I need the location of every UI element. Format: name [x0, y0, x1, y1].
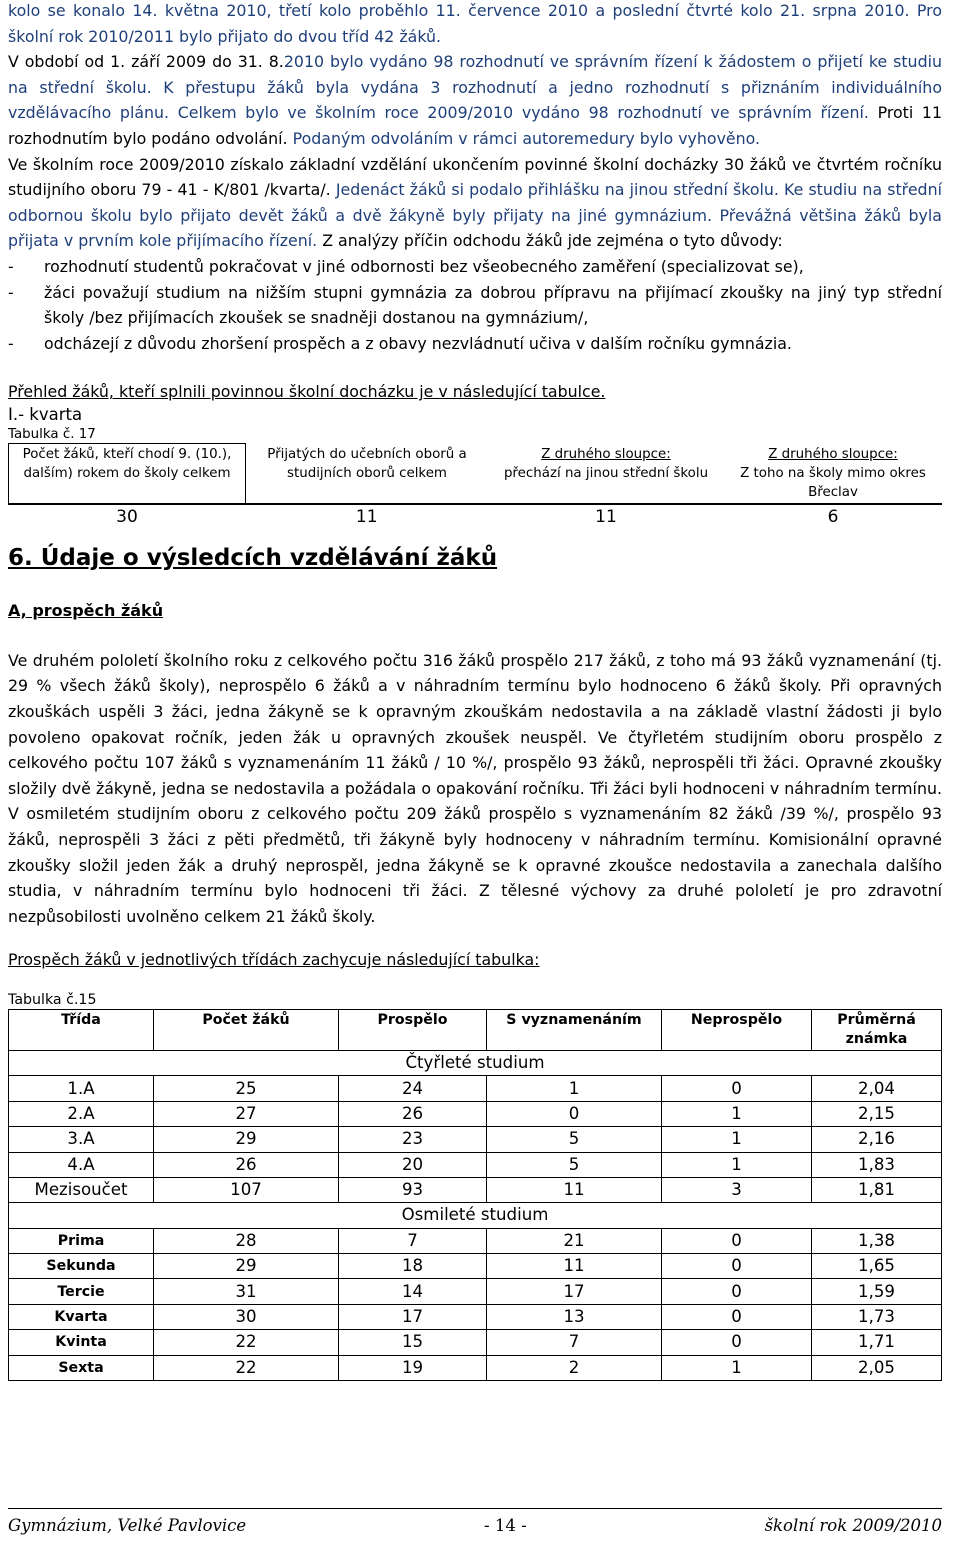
reason-item [8, 280, 942, 331]
table15-header-cell: Průměrná známka [812, 1009, 942, 1050]
p2-sentence-1: Ve školním roce 2009/2010 získalo základní vzdělání ukončením povinné školní docházky 30 žáků ve čtvrtém ročníku studijního oboru 79 - 41 - K/801 /kvarta/. [8, 154, 942, 200]
table-row [9, 1279, 942, 1304]
table-row [9, 1228, 942, 1253]
document-page [8, 0, 942, 1381]
table-cell: 30 [154, 1304, 339, 1329]
table-15 [8, 1009, 942, 1381]
table-cell: 7 [339, 1228, 487, 1253]
table17-header-text: přechází na jinou střední školu [503, 465, 709, 481]
table-cell: 22 [154, 1355, 339, 1380]
table15-intro: Prospěch žáků v jednotlivých třídách zachycuje následující tabulka: [8, 950, 540, 970]
intro-transfer: K přestupu žáků byla vydána 3 rozhodnutí a jedno rozhodnutí s přiznáním individuálního vzdělávacího plánu. [8, 77, 942, 123]
table-cell: 26 [154, 1152, 339, 1177]
table-row [9, 1304, 942, 1329]
class-name-cell: Mezisoučet [9, 1177, 154, 1202]
table-row [9, 1177, 942, 1202]
table17-header-cell [488, 444, 724, 504]
table-cell: 11 [487, 1254, 662, 1279]
table-cell: 18 [339, 1254, 487, 1279]
table17-value: 6 [724, 504, 942, 530]
table-cell: 1 [487, 1076, 662, 1101]
table17-header-cell [724, 444, 942, 504]
table15-header-row [9, 1009, 942, 1050]
table-row [9, 1330, 942, 1355]
table-cell: 0 [662, 1279, 812, 1304]
table-cell: 15 [339, 1330, 487, 1355]
class-name-cell: Prima [9, 1228, 154, 1253]
footer-school: Gymnázium, Velké Pavlovice [8, 1516, 247, 1535]
table-cell: 1,81 [812, 1177, 942, 1202]
section-6-title: 6. Údaje o výsledcích vzdělávání žáků [8, 544, 498, 571]
table17-header-cell: Přijatých do učebních oborů a studijních oborů celkem [267, 446, 467, 481]
intro-paragraph-2 [8, 152, 942, 254]
table-cell: 1,38 [812, 1228, 942, 1253]
table-row [9, 1076, 942, 1101]
table-cell: 5 [487, 1127, 662, 1152]
intro-total: Celkem bylo ve školním roce 2009/2010 vydáno 98 rozhodnutí ve správním řízení. [177, 103, 869, 123]
table-cell: 22 [154, 1330, 339, 1355]
section-6a-title: A, prospěch žáků [8, 600, 164, 620]
table-cell: 0 [662, 1330, 812, 1355]
intro-autoremedura: Podaným odvoláním v rámci autoremedury bylo vyhověno. [292, 128, 761, 148]
table-cell: 19 [339, 1355, 487, 1380]
table-cell: 31 [154, 1279, 339, 1304]
table-cell: 1 [662, 1101, 812, 1126]
table-cell: 13 [487, 1304, 662, 1329]
table-cell: 14 [339, 1279, 487, 1304]
p2-sentence-2: Jedenáct žáků si podalo přihlášku na jinou střední školu. [335, 180, 779, 200]
table-cell: 17 [339, 1304, 487, 1329]
table-cell: 1 [662, 1152, 812, 1177]
table-cell: 17 [487, 1279, 662, 1304]
table17-header-cell: Počet žáků, kteří chodí 9. (10.), dalším) rokem do školy celkem [9, 444, 246, 504]
table-cell: 29 [154, 1254, 339, 1279]
table-cell: 5 [487, 1152, 662, 1177]
table-cell: 93 [339, 1177, 487, 1202]
table17-value: 11 [246, 504, 489, 530]
table15-section-label: Osmileté studium [9, 1203, 942, 1228]
table17-value-row [9, 504, 943, 530]
dash-marker: - [8, 333, 14, 353]
table-row [9, 1355, 942, 1380]
table-cell: 28 [154, 1228, 339, 1253]
table-cell: 0 [662, 1228, 812, 1253]
footer-divider [8, 1508, 942, 1509]
table17-header-note: Z druhého sloupce: [768, 446, 898, 462]
table-cell: 107 [154, 1177, 339, 1202]
table17-header-text: Z toho na školy mimo okres Břeclav [740, 465, 926, 500]
intro-decisions: 2010 bylo vydáno 98 rozhodnutí ve správním řízení k žádostem o přijetí ke studiu na střední školu. [8, 52, 942, 97]
table-cell: 1 [662, 1127, 812, 1152]
table-cell: 1,73 [812, 1304, 942, 1329]
table-cell: 2,05 [812, 1355, 942, 1380]
table-cell: 1,59 [812, 1279, 942, 1304]
class-name-cell: 1.A [9, 1076, 154, 1101]
table-row [9, 1254, 942, 1279]
table-cell: 1,83 [812, 1152, 942, 1177]
table-cell: 7 [487, 1330, 662, 1355]
class-name-cell: 3.A [9, 1127, 154, 1152]
table17-header-row [9, 444, 943, 504]
table-cell: 2 [487, 1355, 662, 1380]
footer-page-number: - 14 - [484, 1516, 527, 1535]
class-name-cell: 2.A [9, 1101, 154, 1126]
table15-caption: Tabulka č.15 [8, 991, 97, 1008]
table-cell: 1 [662, 1355, 812, 1380]
dash-marker: - [8, 256, 14, 276]
intro-line: kolo se konalo 14. května 2010, třetí kolo proběhlo 11. července 2010 a poslední čtvrté kolo 21. srpna 2010. Pro školní rok 2010/2011 bylo přijato do dvou tříd 42 žáků. [8, 1, 942, 46]
p2-sentence-5: Z analýzy příčin odchodu žáků jde zejména o tyto důvody: [322, 231, 783, 251]
table15-header-cell: Neprospělo [662, 1009, 812, 1050]
table-cell: 3 [662, 1177, 812, 1202]
reason-item [8, 331, 942, 357]
table17-value: 11 [488, 504, 724, 530]
table-cell: 2,16 [812, 1127, 942, 1152]
table-cell: 0 [662, 1076, 812, 1101]
table-cell: 24 [339, 1076, 487, 1101]
table-row [9, 1152, 942, 1177]
class-name-cell: Kvinta [9, 1330, 154, 1355]
table-cell: 20 [339, 1152, 487, 1177]
table-cell: 0 [662, 1304, 812, 1329]
table-17 [8, 443, 942, 530]
class-name-cell: Sekunda [9, 1254, 154, 1279]
intro-period: V období od 1. září 2009 do 31. 8. [8, 52, 284, 72]
table-cell: 23 [339, 1127, 487, 1152]
footer-school-year: školní rok 2009/2010 [764, 1516, 942, 1535]
reason-item [8, 254, 942, 280]
reason-text: žáci považují studium na nižším stupni gymnázia za dobrou přípravu na přijímací zkoušky na jiný typ střední školy /bez přijímacích zkoušek se snadněji dostanou na gymnázium/, [44, 282, 942, 328]
intro-appeals: Proti 11 rozhodnutím bylo podáno odvolání. [8, 103, 943, 148]
intro-paragraph-1 [8, 0, 942, 152]
overview-subheading: I.- kvarta [8, 405, 83, 425]
overview-heading: Přehled žáků, kteří splnili povinnou školní docházku je v následující tabulce. [8, 382, 606, 402]
p2-sentence-4: Převážná většina žáků byla přijata v prvním kole přijímacího řízení. [8, 205, 942, 251]
table15-header-cell: Počet žáků [154, 1009, 339, 1050]
table-cell: 21 [487, 1228, 662, 1253]
table-cell: 2,04 [812, 1076, 942, 1101]
page-footer [8, 1516, 942, 1535]
table15-header-cell: Třída [9, 1009, 154, 1050]
table-cell: 0 [487, 1101, 662, 1126]
class-name-cell: Tercie [9, 1279, 154, 1304]
class-name-cell: Sexta [9, 1355, 154, 1380]
table-cell: 27 [154, 1101, 339, 1126]
table-cell: 1,65 [812, 1254, 942, 1279]
table-cell: 1,71 [812, 1330, 942, 1355]
p2-sentence-3: Ke studiu na střední odbornou školu bylo přijato devět žáků a dvě žákyně byly přijaty na jiné gymnázium. [8, 180, 942, 225]
table-cell: 29 [154, 1127, 339, 1152]
class-name-cell: Kvarta [9, 1304, 154, 1329]
table17-header-note: Z druhého sloupce: [541, 446, 671, 462]
table-row [9, 1127, 942, 1152]
table-row [9, 1101, 942, 1126]
table-cell: 11 [487, 1177, 662, 1202]
table-cell: 2,15 [812, 1101, 942, 1126]
table17-caption: Tabulka č. 17 [8, 427, 96, 443]
reason-text: odcházejí z důvodu zhoršení prospěch a z obavy nezvládnutí učiva v dalším ročníku gymnázia. [44, 333, 792, 353]
table17-value: 30 [9, 504, 246, 530]
table15-header-cell: S vyznamenáním [487, 1009, 662, 1050]
table-cell: 26 [339, 1101, 487, 1126]
table15-section-label: Čtyřleté studium [9, 1050, 942, 1075]
results-paragraph: Ve druhém pololetí školního roku z celkového počtu 316 žáků prospělo 217 žáků, z toho má 93 žáků vyznamenání (tj. 29 % všech žáků školy), neprospělo 6 žáků a v náhradním termínu bylo hodnoceno 6 žáků školy. Při opravných zkouškách uspěli 3 žáci, jedna žákyně se k opravným zkouškám nedostavila a na základě vlastní žádosti ji bylo povoleno opakovat ročník, jeden žák u opravných zkoušek neuspěl. Ve čtyřletém studijním oboru prospělo z celkového počtu 107 žáků s vyznamenáním 11 žáků / 10 %/, prospělo 93 žáků, neprospěli tři žáci. Opravné zkoušky složily dvě žákyně, jedna se nedostavila a požádala o opakování ročníku. Tři žáci byli hodnoceni v náhradním termínu. V osmiletém studijním oboru z celkového počtu 209 žáků prospělo s vyznamenáním 82 žáků /39 %/, prospělo 93 žáků, neprospěli 3 žáci z pěti předmětů, tři žákyně byly hodnoceny v náhradním termínu. Komisionální opravné zkoušky složil jeden žák a druhý neprospěl, jedna žákyně se k opravné zkoušce nedostavila a zanechala dalšího studia, v náhradním termínu bylo hodnoceni tři žáci. Z tělesné výchovy za druhé pololetí je pro zdravotní nezpůsobilosti uvolněno celkem 21 žáků školy. [8, 650, 942, 926]
table15-header-cell: Prospělo [339, 1009, 487, 1050]
class-name-cell: 4.A [9, 1152, 154, 1177]
table15-section-row [9, 1203, 942, 1228]
table15-section-row [9, 1050, 942, 1075]
dash-marker: - [8, 282, 14, 302]
reason-text: rozhodnutí studentů pokračovat v jiné odbornosti bez všeobecného zaměření (specializovat se), [44, 256, 804, 276]
table-cell: 0 [662, 1254, 812, 1279]
table-cell: 25 [154, 1076, 339, 1101]
